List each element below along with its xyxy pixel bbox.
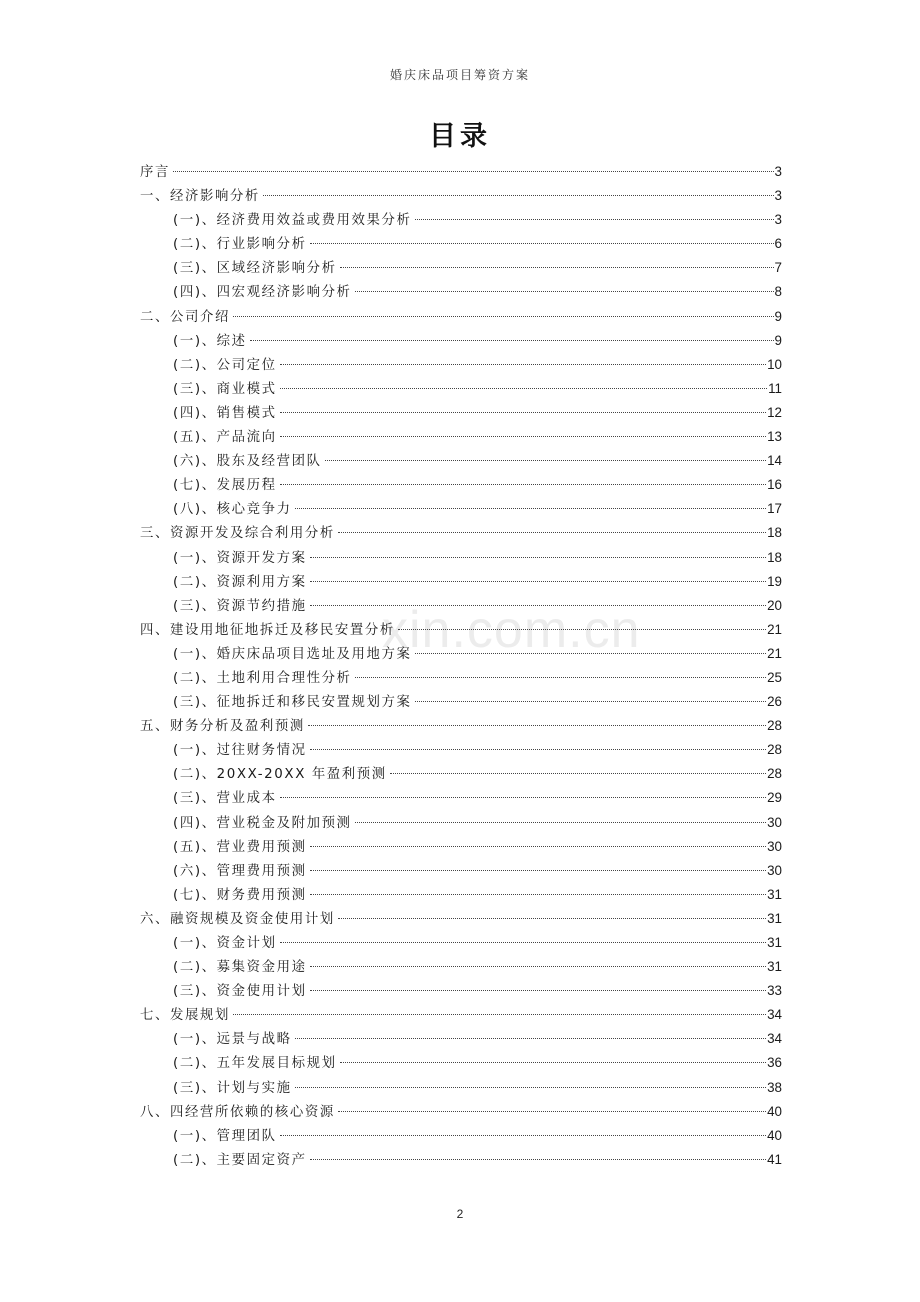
toc-entry-label: (二)、五年发展目标规划	[173, 1056, 337, 1072]
toc-entry-page: 36	[767, 1055, 782, 1071]
toc-entry-label: (二)、主要固定资产	[173, 1152, 307, 1168]
toc-entry-page: 41	[767, 1151, 782, 1167]
toc-dot-leader	[233, 316, 774, 317]
toc-entry-label: (三)、区域经济影响分析	[173, 261, 337, 277]
toc-subsection-entry[interactable]	[140, 811, 782, 835]
toc-subsection-entry[interactable]	[140, 1027, 782, 1051]
toc-entry-page: 34	[767, 1031, 782, 1047]
toc-dot-leader	[355, 677, 767, 678]
toc-entry-page: 31	[767, 935, 782, 950]
toc-subsection-entry[interactable]	[140, 979, 782, 1003]
document-header: 婚庆床品项目筹资方案	[389, 68, 530, 82]
toc-subsection-entry[interactable]	[140, 449, 782, 473]
toc-entry-label: (八)、核心竞争力	[173, 502, 292, 518]
toc-entry-label: (五)、营业费用预测	[173, 839, 307, 855]
toc-section-entry[interactable]	[140, 160, 782, 184]
toc-entry-page: 8	[774, 284, 782, 300]
toc-dot-leader	[280, 1135, 767, 1136]
toc-entry-label: 三、资源开发及综合利用分析	[140, 526, 335, 542]
toc-entry-page: 30	[767, 862, 782, 878]
toc-entry-page: 19	[767, 573, 782, 589]
toc-subsection-entry[interactable]	[140, 401, 782, 425]
toc-entry-page: 28	[767, 718, 782, 734]
toc-dot-leader	[390, 773, 766, 774]
toc-dot-leader	[398, 629, 766, 630]
toc-subsection-entry[interactable]	[140, 786, 782, 810]
toc-entry-page: 20	[767, 597, 782, 613]
toc-entry-page: 31	[767, 910, 782, 926]
toc-dot-leader	[415, 653, 767, 654]
toc-entry-label: 四、建设用地征地拆迁及移民安置分析	[140, 622, 395, 638]
toc-subsection-entry[interactable]	[140, 280, 782, 304]
toc-dot-leader	[263, 195, 774, 196]
toc-dot-leader	[280, 942, 767, 943]
toc-entry-page: 7	[774, 260, 782, 276]
toc-entry-label: 二、公司介绍	[140, 309, 230, 325]
toc-dot-leader	[310, 966, 767, 967]
toc-subsection-entry[interactable]	[140, 666, 782, 690]
toc-entry-page: 38	[767, 1079, 782, 1095]
toc-entry-page: 6	[774, 236, 782, 252]
toc-section-entry[interactable]	[140, 907, 782, 931]
toc-title: 目录	[429, 121, 491, 152]
page-number: 2	[456, 1207, 464, 1221]
toc-entry-page: 26	[767, 694, 782, 710]
toc-subsection-entry[interactable]	[140, 594, 782, 618]
toc-entry-page: 17	[767, 501, 782, 517]
toc-subsection-entry[interactable]	[140, 232, 782, 256]
toc-subsection-entry[interactable]	[140, 256, 782, 280]
toc-entry-label: 一、经济影响分析	[140, 189, 260, 205]
toc-dot-leader	[340, 1062, 767, 1063]
toc-entry-label: (三)、营业成本	[173, 791, 277, 807]
toc-dot-leader	[310, 243, 774, 244]
toc-entry-label: (四)、销售模式	[173, 405, 277, 421]
toc-entry-label: (七)、发展历程	[173, 478, 277, 494]
toc-entry-page: 25	[767, 669, 782, 685]
toc-entry-label: (三)、征地拆迁和移民安置规划方案	[173, 695, 412, 711]
toc-entry-label: (三)、商业模式	[173, 381, 277, 397]
toc-entry-page: 10	[767, 356, 782, 372]
toc-entry-label: (七)、财务费用预测	[173, 887, 307, 903]
toc-dot-leader	[310, 557, 767, 558]
toc-entry-label: (三)、资金使用计划	[173, 984, 307, 1000]
toc-dot-leader	[280, 364, 767, 365]
toc-entry-page: 16	[767, 477, 782, 493]
toc-entry-page: 3	[774, 212, 782, 228]
toc-subsection-entry[interactable]	[140, 762, 782, 786]
toc-dot-leader	[233, 1014, 766, 1015]
toc-dot-leader	[325, 460, 767, 461]
watermark: xin.com.cn	[382, 601, 641, 659]
toc-entry-label: 序言	[140, 165, 170, 180]
toc-dot-leader	[295, 508, 767, 509]
toc-dot-leader	[355, 291, 774, 292]
toc-entry-page: 40	[767, 1103, 782, 1119]
toc-dot-leader	[310, 605, 767, 606]
toc-subsection-entry[interactable]	[140, 570, 782, 594]
toc-dot-leader	[355, 822, 767, 823]
toc-subsection-entry[interactable]	[140, 859, 782, 883]
toc-entry-label: (一)、婚庆床品项目选址及用地方案	[173, 646, 412, 662]
toc-entry-page: 13	[767, 429, 782, 445]
toc-entry-label: (一)、综述	[173, 333, 247, 349]
toc-entry-label: (六)、股东及经营团队	[173, 454, 322, 470]
toc-entry-page: 30	[767, 838, 782, 854]
toc-entry-label: (六)、管理费用预测	[173, 863, 307, 879]
toc-section-entry[interactable]	[140, 1100, 782, 1124]
toc-subsection-entry[interactable]	[140, 546, 782, 570]
toc-entry-page: 31	[767, 959, 782, 975]
toc-subsection-entry[interactable]	[140, 473, 782, 497]
toc-subsection-entry[interactable]	[140, 208, 782, 232]
toc-entry-label: (四)、营业税金及附加预测	[173, 815, 352, 831]
toc-subsection-entry[interactable]	[140, 497, 782, 521]
toc-entry-page: 3	[774, 188, 782, 204]
toc-entry-page: 11	[768, 380, 782, 396]
toc-entry-label: (五)、产品流向	[173, 430, 277, 446]
toc-entry-label: (一)、过往财务情况	[173, 743, 307, 759]
toc-dot-leader	[338, 918, 766, 919]
toc-dot-leader	[308, 725, 766, 726]
toc-entry-page: 3	[774, 164, 782, 179]
toc-entry-page: 18	[767, 549, 782, 565]
toc-section-entry[interactable]	[140, 714, 782, 738]
table-of-contents	[140, 160, 782, 1172]
toc-subsection-entry[interactable]	[140, 642, 782, 666]
toc-entry-label: (二)、公司定位	[173, 357, 277, 373]
toc-entry-label: (一)、资源开发方案	[173, 550, 307, 566]
toc-dot-leader	[415, 219, 774, 220]
toc-entry-label: 五、财务分析及盈利预测	[140, 719, 305, 735]
toc-dot-leader	[295, 1087, 767, 1088]
toc-dot-leader	[338, 532, 766, 533]
toc-entry-label: 六、融资规模及资金使用计划	[140, 911, 335, 927]
toc-entry-label: (二)、土地利用合理性分析	[173, 670, 352, 686]
toc-entry-page: 21	[767, 621, 782, 637]
toc-entry-page: 40	[767, 1127, 782, 1143]
toc-entry-label: (一)、资金计划	[173, 936, 277, 951]
toc-section-entry[interactable]	[140, 184, 782, 208]
toc-section-entry[interactable]	[140, 618, 782, 642]
toc-entry-page: 31	[767, 886, 782, 902]
toc-dot-leader	[280, 436, 767, 437]
toc-section-entry[interactable]	[140, 305, 782, 329]
toc-subsection-entry[interactable]	[140, 425, 782, 449]
toc-subsection-entry[interactable]	[140, 377, 782, 401]
toc-dot-leader	[310, 846, 767, 847]
toc-entry-label: (三)、资源节约措施	[173, 598, 307, 614]
toc-dot-leader	[340, 267, 774, 268]
toc-entry-page: 33	[767, 983, 782, 999]
toc-entry-label: (四)、四宏观经济影响分析	[173, 285, 352, 301]
toc-entry-page: 30	[767, 814, 782, 830]
toc-subsection-entry[interactable]	[140, 329, 782, 353]
toc-dot-leader	[310, 894, 767, 895]
toc-entry-label: (一)、远景与战略	[173, 1032, 292, 1048]
toc-entry-page: 9	[774, 308, 782, 324]
toc-subsection-entry[interactable]	[140, 1124, 782, 1148]
toc-subsection-entry[interactable]	[140, 738, 782, 762]
toc-entry-page: 28	[767, 742, 782, 758]
toc-entry-page: 12	[767, 404, 782, 420]
toc-section-entry[interactable]	[140, 521, 782, 545]
toc-dot-leader	[295, 1038, 767, 1039]
toc-dot-leader	[310, 870, 767, 871]
toc-dot-leader	[310, 990, 767, 991]
toc-entry-page: 14	[767, 453, 782, 469]
toc-dot-leader	[280, 388, 768, 389]
toc-entry-label: (二)、募集资金用途	[173, 960, 307, 976]
toc-entry-label: 七、发展规划	[140, 1008, 230, 1024]
toc-entry-label: (三)、计划与实施	[173, 1080, 292, 1096]
toc-entry-page: 9	[774, 332, 782, 348]
toc-subsection-entry[interactable]	[140, 1051, 782, 1075]
toc-entry-label: (一)、管理团队	[173, 1128, 277, 1144]
toc-dot-leader	[338, 1111, 766, 1112]
toc-subsection-entry[interactable]	[140, 353, 782, 377]
toc-entry-label: (二)、资源利用方案	[173, 574, 307, 590]
toc-entry-label: (二)、行业影响分析	[173, 237, 307, 253]
toc-entry-label: (一)、经济费用效益或费用效果分析	[173, 213, 412, 229]
toc-dot-leader	[250, 340, 774, 341]
toc-section-entry[interactable]	[140, 1003, 782, 1027]
toc-subsection-entry[interactable]	[140, 835, 782, 859]
toc-dot-leader	[280, 797, 767, 798]
toc-dot-leader	[310, 749, 767, 750]
toc-dot-leader	[173, 171, 774, 172]
toc-subsection-entry[interactable]	[140, 1076, 782, 1100]
toc-dot-leader	[280, 484, 767, 485]
toc-subsection-entry[interactable]	[140, 931, 782, 955]
toc-subsection-entry[interactable]	[140, 883, 782, 907]
toc-subsection-entry[interactable]	[140, 955, 782, 979]
toc-dot-leader	[310, 581, 767, 582]
toc-entry-label: 八、四经营所依赖的核心资源	[140, 1104, 335, 1120]
toc-entry-page: 21	[767, 645, 782, 661]
toc-entry-page: 28	[767, 766, 782, 782]
toc-entry-page: 29	[767, 790, 782, 806]
toc-dot-leader	[310, 1159, 767, 1160]
toc-subsection-entry[interactable]	[140, 690, 782, 714]
toc-subsection-entry[interactable]	[140, 1148, 782, 1172]
toc-entry-page: 18	[767, 525, 782, 541]
toc-entry-label: (二)、20XX-20XX 年盈利预测	[173, 767, 387, 783]
toc-entry-page: 34	[767, 1007, 782, 1023]
toc-dot-leader	[415, 701, 767, 702]
toc-dot-leader	[280, 412, 767, 413]
